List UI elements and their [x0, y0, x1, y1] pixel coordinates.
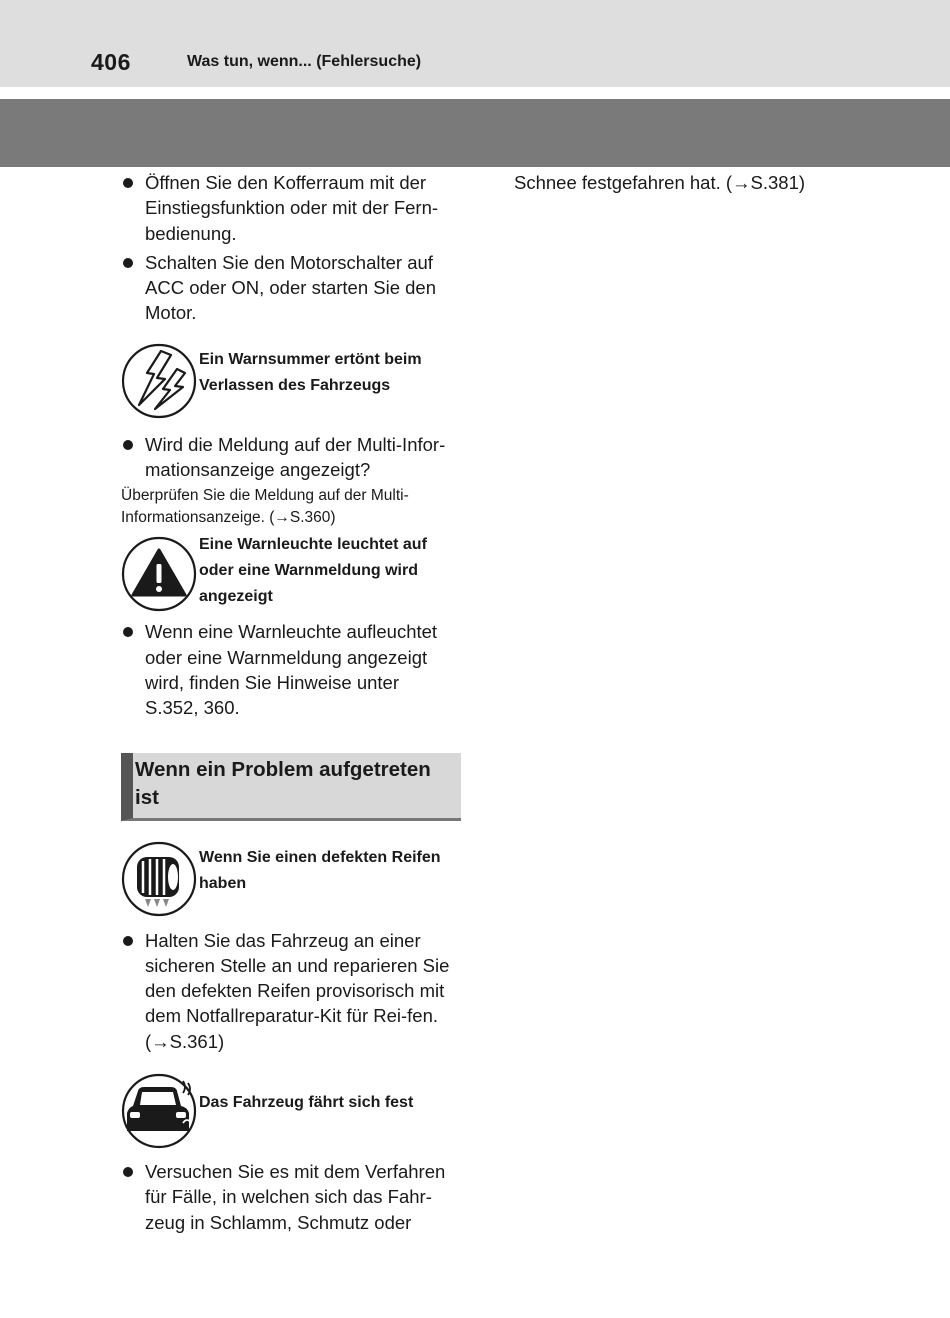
warning-buzzer-icon — [121, 343, 197, 419]
bullet-stuck-vehicle: Versuchen Sie es mit dem Verfahren für Fälle, in welchen sich das Fahr-zeug in Schlamm, Schmutz oder — [121, 1159, 455, 1235]
header-bar — [0, 0, 950, 87]
bullet-open-trunk: Öffnen Sie den Kofferraum mit der Einstiegsfunktion oder mit der Fern-bedienung. — [121, 170, 455, 246]
left-column — [121, 170, 466, 1235]
page-number: 406 — [91, 49, 131, 75]
flat-tire-label: Wenn Sie einen defekten Reifen haben — [199, 848, 441, 892]
bullet-engine-switch: Schalten Sie den Motorschalter auf ACC oder ON, oder starten Sie den Motor. — [121, 250, 455, 326]
warning-light-label: Eine Warnleuchte leuchtet auf oder eine Warnmeldung wird angezeigt — [199, 536, 427, 606]
buzzer-block-header — [121, 343, 466, 421]
chapter-band — [0, 99, 950, 167]
section-title: Was tun, wenn... (Fehlersuche) — [187, 53, 422, 70]
bullet-check-message: Wird die Meldung auf der Multi-Infor-mationsanzeige angezeigt? — [121, 432, 455, 483]
right-column — [514, 170, 844, 195]
flat-tire-block-header — [121, 841, 466, 919]
warning-light-block-header — [121, 536, 466, 616]
flat-tire-icon — [121, 841, 197, 917]
bullet-warning-light: Wenn eine Warnleuchte aufleuchtet oder eine Warnmeldung angezeigt wird, finden Sie Hinweise unter S.352, 360. — [121, 619, 455, 720]
subsection-heading — [121, 753, 461, 821]
right-column-text: Schnee festgefahren hat. (→S.381) — [514, 172, 806, 193]
stuck-label: Das Fahrzeug fährt sich fest — [199, 1094, 414, 1112]
subsection-heading-text: Wenn ein Problem aufgetreten ist — [135, 757, 431, 809]
bullet-flat-tire: Halten Sie das Fahrzeug an einer sicheren Stelle an und reparieren Sie den defekten Reifen provisorisch mit dem Notfallreparatur-Kit für Rei-fen. (→S.361) — [121, 928, 455, 1054]
note-check-message: Überprüfen Sie die Meldung auf der Multi-Informationsanzeige. (→S.360) — [121, 487, 409, 526]
buzzer-label: Ein Warnsummer ertönt beim Verlassen des Fahrzeugs — [199, 350, 422, 394]
stuck-vehicle-icon — [121, 1073, 197, 1149]
stuck-block-header — [121, 1073, 466, 1147]
warning-triangle-icon — [121, 536, 197, 612]
